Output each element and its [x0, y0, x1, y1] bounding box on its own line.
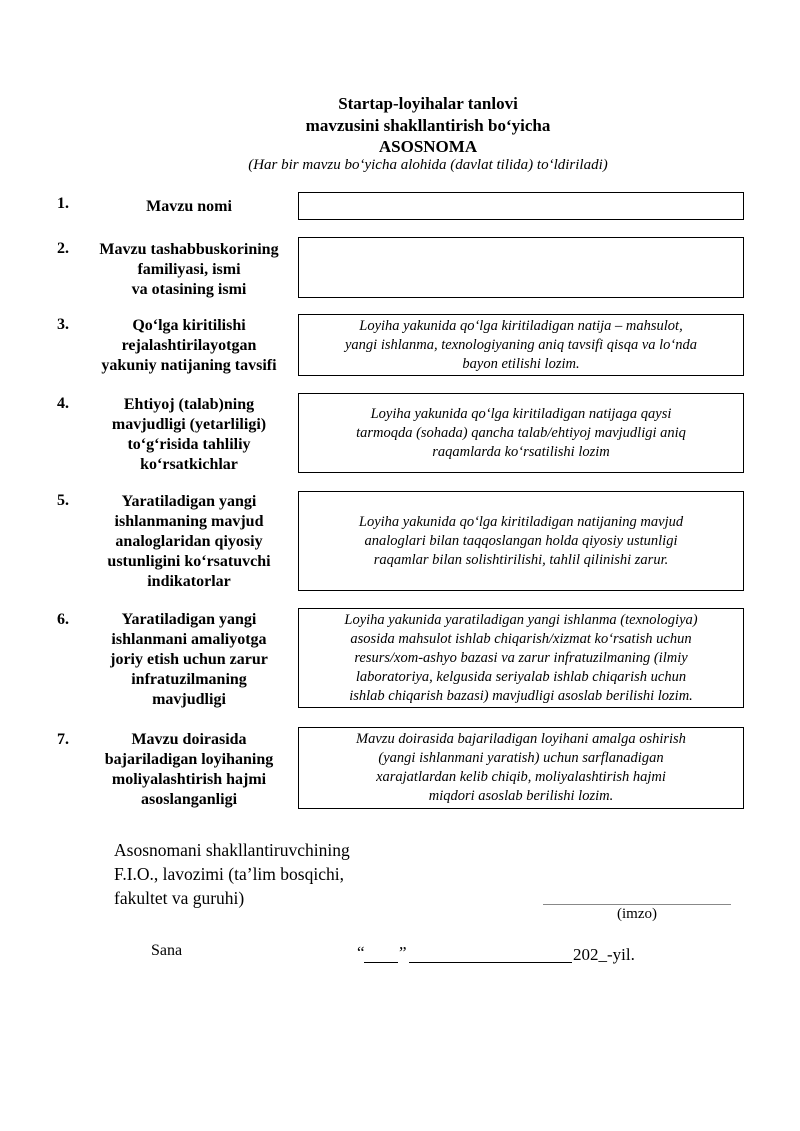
- hint-line: tarmoqda (sohada) qancha talab/ehtiyoj mavjudligi aniq: [356, 424, 686, 441]
- label-line: Ehtiyoj (talab)ning: [123, 396, 255, 413]
- label-line: mavjudligi (yetarliligi): [111, 416, 267, 433]
- hint-line: asosida mahsulot ishlab chiqarish/xizmat ko‘rsatish uchun: [350, 630, 692, 647]
- label-line: joriy etish uchun zarur: [110, 651, 268, 668]
- date-label: Sana: [151, 942, 183, 959]
- hint-line: (yangi ishlanmani yaratish) uchun sarflanadigan: [378, 750, 664, 766]
- label-line: yakuniy natijaning tavsifi: [101, 357, 277, 374]
- hint-line: raqamlarda ko‘rsatilishi lozim: [432, 443, 610, 460]
- date-year: 202_-yil.: [573, 945, 635, 964]
- hint-line: Mavzu doirasida bajariladigan loyihani amalga oshirish: [356, 731, 686, 747]
- financing-volume-field[interactable]: [298, 727, 744, 809]
- label-line: indikatorlar: [147, 573, 231, 590]
- signature-line[interactable]: [543, 904, 731, 905]
- title-line-2: mavzusini shakllantirish bo‘yicha: [305, 116, 551, 135]
- row-number-2: 2.: [57, 240, 69, 257]
- author-line: F.I.O., lavozimi (ta’lim bosqichi,: [114, 864, 344, 884]
- initiator-name-field[interactable]: [298, 237, 744, 298]
- date-close-quote: ”: [399, 943, 407, 962]
- title-line-1: Startap-loyihalar tanlovi: [338, 94, 518, 113]
- label-line: ishlanmani amaliyotga: [111, 631, 267, 648]
- mavzu-nomi-field[interactable]: [298, 192, 744, 220]
- demand-indicators-field[interactable]: [298, 393, 744, 473]
- label-line: Mavzu doirasida: [131, 731, 247, 748]
- author-info-label: [114, 838, 350, 910]
- label-line: va otasining ismi: [131, 281, 247, 298]
- label-line: asoslanganligi: [140, 791, 238, 808]
- label-line: Mavzu nomi: [146, 198, 232, 215]
- row-number-3: 3.: [57, 316, 69, 333]
- date-open-quote: “: [357, 943, 365, 962]
- row-label-5: [90, 492, 288, 592]
- label-line: bajariladigan loyihaning: [104, 751, 274, 768]
- label-line: Mavzu tashabbuskorining: [99, 241, 279, 258]
- hint-line: analoglari bilan taqqoslangan holda qiyosiy ustunligi: [364, 532, 678, 549]
- hint-line: Loyiha yakunida yaratiladigan yangi ishlanma (texnologiya): [344, 611, 698, 628]
- label-line: familiyasi, ismi: [137, 261, 241, 278]
- row-label-3: [90, 316, 288, 376]
- label-line: mavjudligi: [152, 691, 226, 708]
- date-month-blank[interactable]: [409, 962, 572, 963]
- label-line: Qo‘lga kiritilishi: [132, 317, 246, 334]
- label-line: ustunligini ko‘rsatuvchi: [107, 553, 271, 570]
- hint-line: laboratoriya, kelgusida seriyalab ishlab chiqarish uchun: [355, 668, 687, 685]
- hint-line: miqdori asoslab berilishi lozim.: [428, 788, 614, 804]
- label-line: Yaratiladigan yangi: [121, 493, 257, 510]
- hint-line: Loyiha yakunida qo‘lga kiritiladigan natija – mahsulot,: [359, 317, 683, 334]
- hint-line: Loyiha yakunida qo‘lga kiritiladigan natijaning mavjud: [358, 513, 684, 530]
- label-line: rejalashtirilayotgan: [121, 337, 257, 354]
- title-asosnoma: ASOSNOMA: [378, 137, 478, 156]
- row-label-6: [90, 610, 288, 710]
- label-line: to‘g‘risida tahliliy: [127, 436, 251, 453]
- row-number-1: 1.: [57, 195, 69, 212]
- label-line: ishlanmaning mavjud: [114, 513, 264, 530]
- hint-line: xarajatlardan kelib chiqib, moliyalashtirish hajmi: [376, 769, 666, 785]
- row-label-4: [90, 395, 288, 475]
- row-label-1: [90, 197, 288, 217]
- result-description-field[interactable]: [298, 314, 744, 376]
- author-line: fakultet va guruhi): [114, 888, 245, 908]
- author-line: Asosnomani shakllantiruvchining: [114, 840, 350, 860]
- competitive-advantage-field[interactable]: [298, 491, 744, 591]
- hint-line: yangi ishlanma, texnologiyaning aniq tavsifi qisqa va lo‘nda: [345, 336, 697, 353]
- hint-line: Loyiha yakunida qo‘lga kiritiladigan natijaga qaysi: [370, 405, 672, 422]
- date-day-blank[interactable]: [364, 962, 398, 963]
- label-line: infratuzilmaning: [131, 671, 247, 688]
- label-line: ko‘rsatkichlar: [140, 456, 238, 473]
- hint-line: resurs/xom-ashyo bazasi va zarur infratuzilmaning (ilmiy: [354, 649, 688, 666]
- row-label-7: [90, 730, 288, 810]
- hint-line: ishlab chiqarish bazasi) mavjudligi asoslab berilishi lozim.: [349, 687, 693, 704]
- label-line: Yaratiladigan yangi: [121, 611, 257, 628]
- row-number-7: 7.: [57, 731, 69, 748]
- row-number-6: 6.: [57, 611, 69, 628]
- row-label-2: [90, 240, 288, 300]
- label-line: analoglaridan qiyosiy: [115, 533, 263, 550]
- subtitle-note: (Har bir mavzu bo‘yicha alohida (davlat tilida) to‘ldiriladi): [248, 157, 608, 173]
- hint-line: bayon etilishi lozim.: [462, 355, 580, 372]
- hint-line: raqamlar bilan solishtirilishi, tahlil qilinishi zarur.: [373, 551, 669, 568]
- row-number-5: 5.: [57, 492, 69, 509]
- signature-caption: (imzo): [617, 906, 657, 922]
- row-number-4: 4.: [57, 395, 69, 412]
- label-line: moliyalashtirish hajmi: [111, 771, 267, 788]
- infrastructure-field[interactable]: [298, 608, 744, 708]
